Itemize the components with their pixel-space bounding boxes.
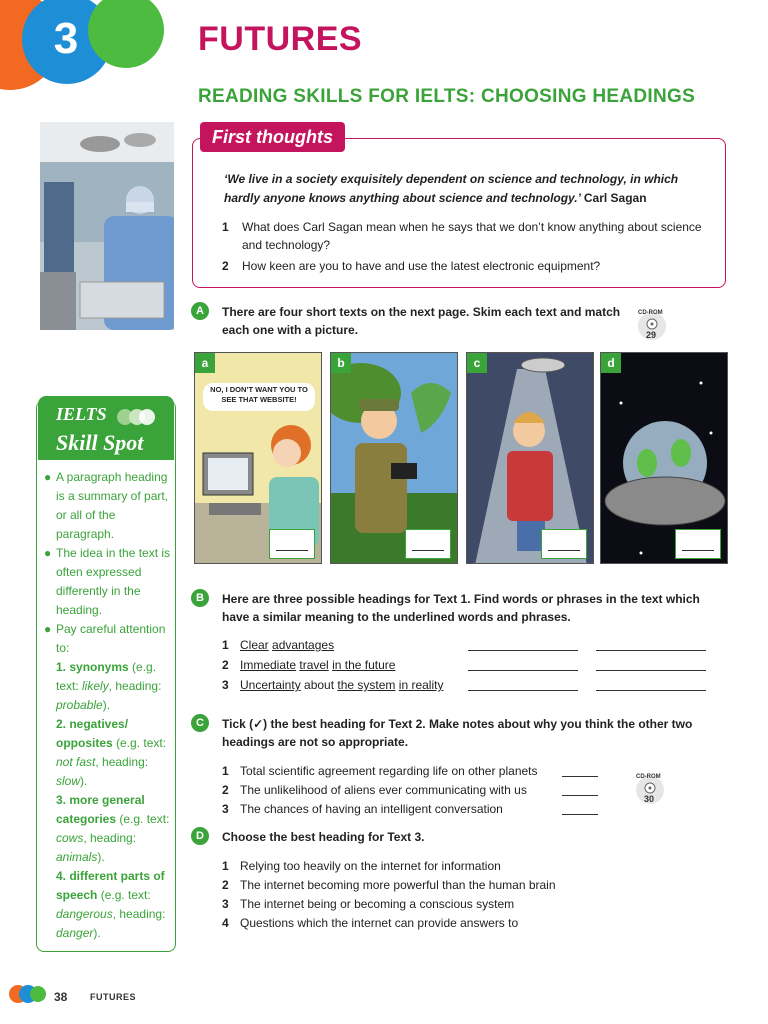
- skill-spot-bullet: ● A paragraph heading is a summary of part, or all of the paragraph.: [44, 470, 169, 541]
- section-a-instruction: There are four short texts on the next page. Skim each text and match each one with a picture.: [222, 305, 621, 337]
- point-heading-example: danger: [56, 926, 94, 940]
- skill-spot-bullet: ● Pay careful attention to:: [44, 622, 166, 655]
- point-heading-example: animals: [56, 850, 98, 864]
- point-end: ).: [102, 698, 111, 712]
- underlined-phrase: in the future: [332, 658, 396, 672]
- skill-spot-point: [44, 791, 174, 867]
- row-number: 3: [222, 897, 229, 911]
- answer-blank[interactable]: [675, 529, 721, 559]
- question-item: [222, 257, 718, 275]
- quote-author: Carl Sagan: [583, 191, 647, 205]
- point-detail: (e.g. text:: [116, 736, 167, 750]
- underlined-phrase: in reality: [398, 678, 444, 692]
- heading-option: [222, 800, 622, 819]
- point-detail: (e.g. text:: [119, 812, 170, 826]
- bullet-text: A paragraph heading is a summary of part, or all of the paragraph.: [56, 470, 169, 541]
- picture-letter: c: [467, 353, 487, 373]
- cd-rom-30-icon: [632, 772, 668, 808]
- answer-line[interactable]: [468, 690, 578, 691]
- tick-line[interactable]: [562, 795, 598, 796]
- picture-letter: b: [331, 353, 351, 373]
- row-number: 3: [222, 678, 229, 692]
- row-text: [240, 635, 334, 655]
- point-mid: , heading:: [95, 755, 149, 769]
- point-heading-example: slow: [56, 774, 81, 788]
- row-number: 2: [222, 878, 229, 892]
- skill-spot-point: [44, 715, 174, 791]
- section-b-instruction: Here are three possible headings for Text 1. Find words or phrases in the text which have a similar meaning to the underlined words and phrases.: [222, 592, 700, 624]
- point-label: 4. different parts of speech: [56, 869, 165, 902]
- unit-number: 3: [53, 14, 79, 63]
- section-b-marker: B: [191, 589, 209, 607]
- point-label: 1. synonyms: [56, 660, 129, 674]
- row-number: 2: [222, 658, 229, 672]
- answer-line[interactable]: [468, 650, 578, 651]
- section-d-instruction: Choose the best heading for Text 3.: [222, 830, 425, 844]
- section-c-rows: [222, 762, 622, 819]
- skill-spot-title-ielts: IELTS: [56, 404, 107, 424]
- point-end: ).: [80, 774, 88, 788]
- section-c-instruction: Tick (✓) the best heading for Text 2. Make notes about why you think the other two headings are not so appropriate.: [222, 717, 693, 749]
- underlined-phrase: Uncertainty: [240, 678, 301, 692]
- row-number: 1: [222, 638, 229, 652]
- heading-option: [222, 876, 622, 895]
- footer-title: FUTURES: [90, 992, 136, 1002]
- unit-subtitle: READING SKILLS FOR IELTS: CHOOSING HEADINGS: [198, 86, 696, 107]
- skill-spot-point: [44, 658, 174, 715]
- heading-option: [222, 895, 622, 914]
- point-detail: (e.g. text:: [100, 888, 151, 902]
- point-end: ).: [97, 850, 105, 864]
- cd-label: CD-ROM: [636, 774, 661, 780]
- picture-b: [330, 352, 458, 564]
- point-mid: , heading:: [108, 679, 162, 693]
- bullet-text: Pay careful attention to:: [56, 622, 166, 655]
- section-a-marker: A: [191, 302, 209, 320]
- cd-track: 30: [644, 794, 655, 804]
- point-label: 2. negatives/ opposites: [56, 717, 129, 750]
- row-number: 1: [222, 859, 229, 873]
- tick-line[interactable]: [562, 814, 598, 815]
- heading-option: [222, 914, 622, 933]
- underlined-phrase: Clear: [240, 638, 269, 652]
- heading-row: [222, 675, 712, 695]
- row-text: Relying too heavily on the internet for information: [240, 859, 501, 873]
- question-text: How keen are you to have and use the latest electronic equipment?: [242, 259, 601, 273]
- question-item: [222, 218, 718, 254]
- cd-track: 29: [646, 330, 657, 340]
- picture-a: [194, 352, 322, 564]
- tick-line[interactable]: [562, 776, 598, 777]
- footer-circles-icon: [8, 982, 48, 1011]
- header-circle-green: [88, 0, 164, 68]
- picture-letter: d: [601, 353, 621, 373]
- row-text: [240, 675, 443, 695]
- skill-spot-bullet: ● The idea in the text is often expressed differently in the heading.: [44, 546, 171, 617]
- section-d-rows: [222, 857, 622, 933]
- heading-option: [222, 857, 622, 876]
- surgeon-photo: [40, 122, 174, 330]
- row-number: 4: [222, 916, 229, 930]
- underlined-phrase: advantages: [272, 638, 335, 652]
- bullet-text: The idea in the text is often expressed differently in the heading.: [56, 546, 171, 617]
- point-end: ).: [93, 926, 101, 940]
- heading-option: [222, 762, 622, 781]
- row-number: 2: [222, 783, 229, 797]
- answer-line[interactable]: [596, 690, 706, 691]
- question-number: 1: [222, 220, 229, 234]
- point-text-example: cows: [56, 831, 84, 845]
- row-text: The internet becoming more powerful than the human brain: [240, 878, 556, 892]
- picture-d: [600, 352, 728, 564]
- answer-blank[interactable]: [269, 529, 315, 559]
- section-b-rows: [222, 635, 712, 695]
- skill-spot-point: [44, 867, 174, 943]
- point-label: 3. more general categories: [56, 793, 145, 826]
- point-text-example: likely: [82, 679, 109, 693]
- row-number: 3: [222, 802, 229, 816]
- picture-letter: a: [195, 353, 215, 373]
- heading-option: [222, 781, 622, 800]
- row-number: 1: [222, 764, 229, 778]
- speech-bubble: NO, I DON’T WANT YOU TO SEE THAT WEBSITE!: [203, 383, 315, 411]
- section-c-marker: C: [191, 714, 209, 732]
- heading-row: [222, 655, 712, 675]
- row-text: Questions which the internet can provide answers to: [240, 916, 519, 930]
- row-text: The chances of having an intelligent conversation: [240, 802, 503, 816]
- answer-line[interactable]: [596, 650, 706, 651]
- page-number: 38: [54, 990, 68, 1004]
- underlined-phrase: the system: [337, 678, 396, 692]
- skill-spot-body: [44, 468, 174, 943]
- point-heading-example: probable: [56, 698, 103, 712]
- point-detail: (e.g. text:: [56, 660, 157, 693]
- quote-text: ‘We live in a society exquisitely dependent on science and technology, in which hardly anyone knows anything about science and technology.’: [224, 172, 679, 205]
- skill-spot-title: Skill Spot: [56, 430, 144, 455]
- question-number: 2: [222, 259, 229, 273]
- picture-c: [466, 352, 594, 564]
- heading-row: [222, 635, 712, 655]
- cd-label: CD-ROM: [638, 310, 663, 316]
- point-text-example: dangerous: [56, 907, 113, 921]
- plain-text: about: [300, 678, 338, 692]
- first-thoughts-tab: First thoughts: [200, 122, 345, 152]
- skill-spot-circles-icon: [116, 408, 156, 431]
- question-text: What does Carl Sagan mean when he says that we don’t know anything about science and technology?: [242, 220, 702, 252]
- section-d-marker: D: [191, 827, 209, 845]
- row-text: [240, 655, 395, 675]
- quote: [224, 170, 714, 208]
- row-text: The unlikelihood of aliens ever communicating with us: [240, 783, 527, 797]
- cd-rom-29-icon: [634, 308, 670, 344]
- answer-blank[interactable]: [541, 529, 587, 559]
- answer-line[interactable]: [596, 670, 706, 671]
- answer-line[interactable]: [468, 670, 578, 671]
- answer-blank[interactable]: [405, 529, 451, 559]
- row-text: The internet being or becoming a conscious system: [240, 897, 515, 911]
- point-mid: , heading:: [83, 831, 137, 845]
- row-text: Total scientific agreement regarding life on other planets: [240, 764, 538, 778]
- point-mid: , heading:: [112, 907, 166, 921]
- underlined-phrase: travel: [299, 658, 329, 672]
- point-text-example: not fast: [56, 755, 96, 769]
- underlined-phrase: Immediate: [240, 658, 297, 672]
- first-thoughts-questions: [222, 218, 718, 278]
- unit-title: FUTURES: [198, 20, 363, 58]
